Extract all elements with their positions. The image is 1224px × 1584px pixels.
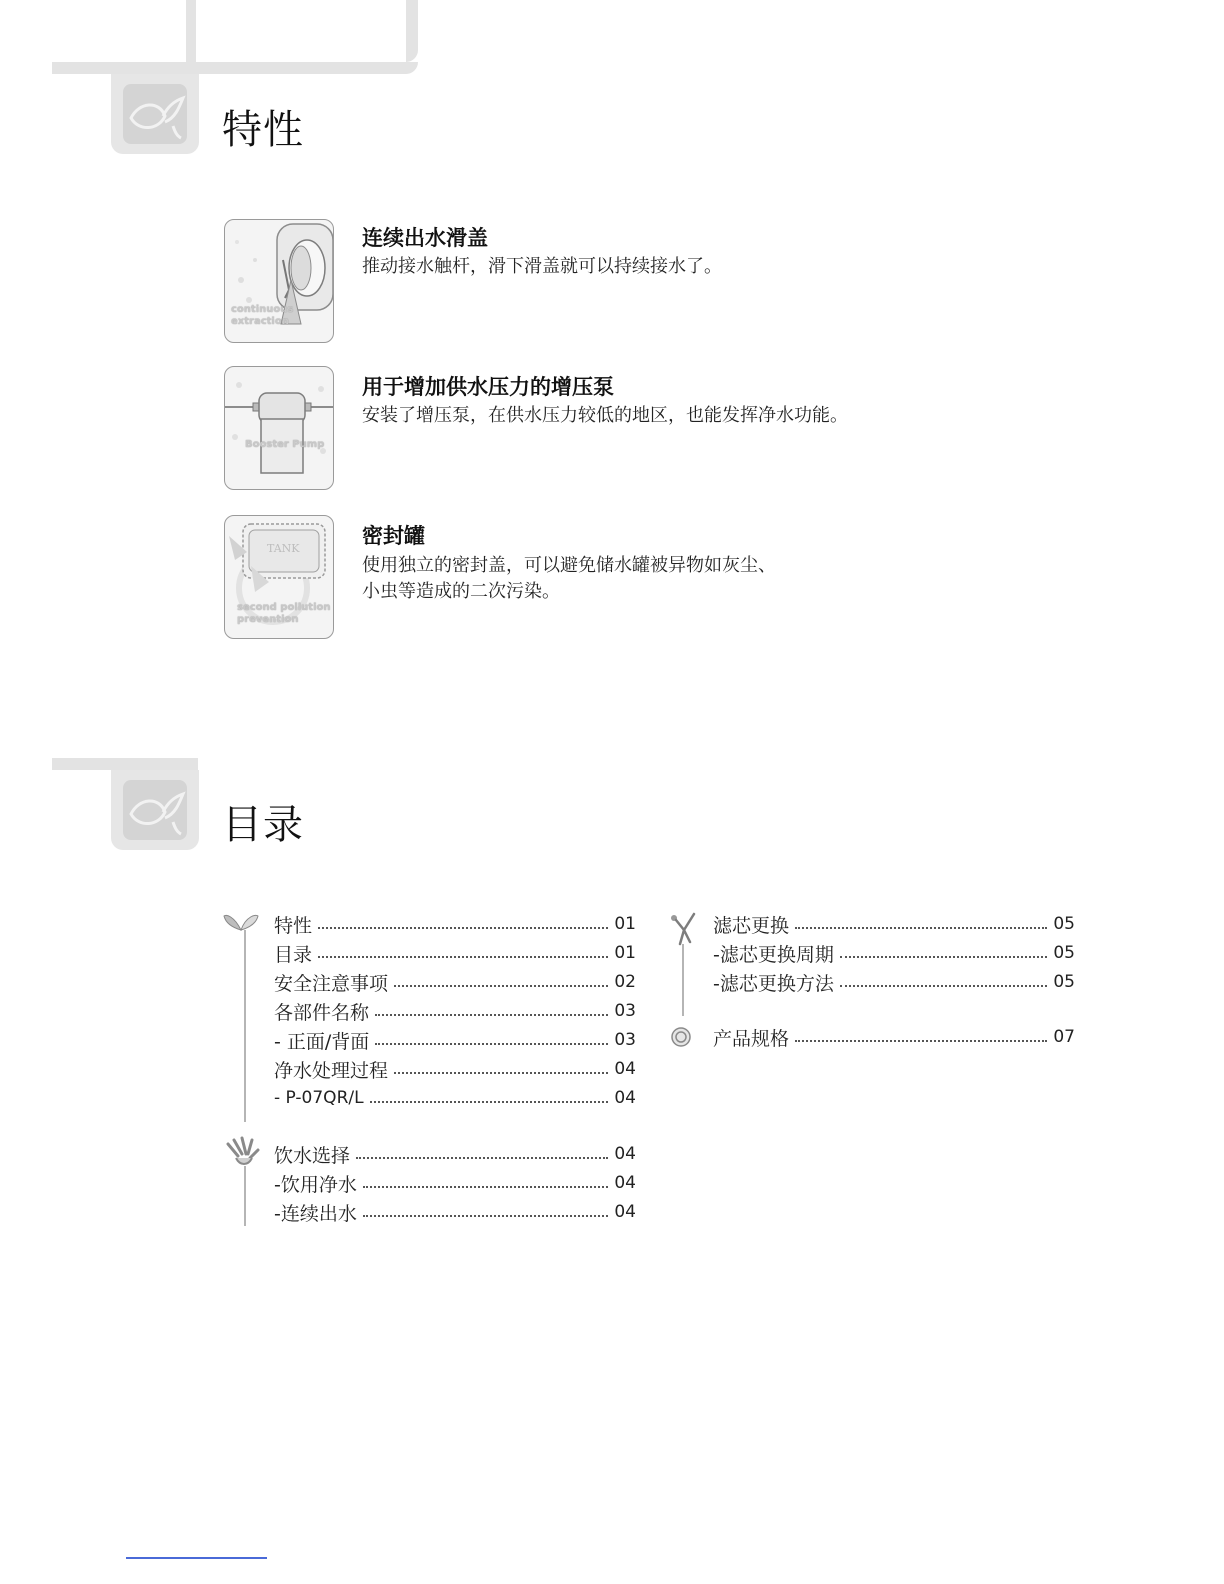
toc-entry-label: -连续出水	[274, 1202, 357, 1225]
toc-entry-page: 04	[614, 1202, 636, 1222]
features-section-badge	[111, 74, 199, 154]
leaf-logo-icon	[125, 92, 187, 140]
toc-entry[interactable]	[713, 1023, 1075, 1051]
toc-entry-page: 05	[1053, 972, 1075, 992]
toc-entry-page: 03	[614, 1001, 636, 1021]
spiral-icon	[670, 1026, 692, 1048]
leaf-logo-icon	[125, 788, 187, 836]
toc-entry[interactable]	[713, 968, 1075, 996]
feature-title: 连续出水滑盖	[362, 226, 488, 250]
toc-entry-page: 04	[614, 1088, 636, 1108]
toc-title: 目录	[222, 802, 304, 848]
sprout-icon	[222, 908, 260, 932]
toc-entry-label: -饮用净水	[274, 1173, 357, 1196]
running-figure-icon	[668, 910, 698, 946]
toc-entry-label: - P-07QR/L	[274, 1088, 364, 1108]
tank-label: TANK	[267, 542, 300, 555]
toc-entry[interactable]	[274, 968, 636, 996]
toc-entry-label: 特性	[274, 914, 313, 937]
top-frame-line-bottom	[52, 62, 418, 74]
toc-entry-page: 01	[614, 914, 636, 934]
toc-entry[interactable]	[274, 1055, 636, 1083]
toc-entry[interactable]	[274, 1084, 636, 1112]
toc-entry-page: 05	[1053, 914, 1075, 934]
toc-entry[interactable]	[274, 939, 636, 967]
toc-entry-label: 滤芯更换	[713, 914, 790, 937]
toc-entry[interactable]	[274, 997, 636, 1025]
top-frame-line-right	[406, 0, 418, 62]
top-frame-line-left	[186, 0, 196, 66]
feature-image-label-line1: Booster Pump	[245, 439, 325, 450]
toc-entry-page: 04	[614, 1144, 636, 1164]
feature-description-line1: 使用独立的密封盖，可以避免储水罐被异物如灰尘、	[362, 555, 776, 576]
toc-entry-label: -滤芯更换周期	[713, 943, 834, 966]
toc-entry-label: 目录	[274, 943, 313, 966]
toc-entry-label: - 正面/背面	[274, 1030, 370, 1053]
toc-entry-page: 02	[614, 972, 636, 992]
feature-image-label-line2: extraction	[231, 316, 289, 327]
toc-entry[interactable]	[713, 939, 1075, 967]
features-title: 特性	[222, 107, 304, 153]
feature-title: 密封罐	[362, 524, 425, 548]
toc-entry[interactable]	[274, 1169, 636, 1197]
feature-image-sealed-tank	[224, 515, 334, 639]
toc-entry-page: 07	[1053, 1027, 1075, 1047]
feature-image-continuous-extraction	[224, 219, 334, 343]
toc-entry-label: -滤芯更换方法	[713, 972, 834, 995]
toc-entry[interactable]	[713, 910, 1075, 938]
toc-entry-label: 产品规格	[713, 1027, 790, 1050]
feature-description	[362, 553, 776, 605]
toc-section-badge	[111, 770, 199, 850]
toc-entry-page: 03	[614, 1030, 636, 1050]
footer-line	[126, 1557, 267, 1559]
feature-image-label-line2: prevention	[237, 614, 299, 625]
feature-image-booster-pump	[224, 366, 334, 490]
toc-entry-label: 饮水选择	[274, 1144, 351, 1167]
toc-entry-page: 04	[614, 1059, 636, 1079]
toc-group-line	[244, 930, 246, 1122]
toc-entry-label: 安全注意事项	[274, 972, 389, 995]
toc-entry-label: 净水处理过程	[274, 1059, 389, 1082]
hand-icon	[224, 1136, 260, 1168]
toc-group-line	[682, 944, 684, 1016]
toc-entry-page: 01	[614, 943, 636, 963]
feature-description: 安装了增压泵，在供水压力较低的地区，也能发挥净水功能。	[362, 405, 848, 426]
toc-entry[interactable]	[274, 1026, 636, 1054]
toc-entry-page: 05	[1053, 943, 1075, 963]
toc-group-line	[244, 1166, 246, 1226]
booster-pump-icon	[225, 367, 333, 489]
feature-description: 推动接水触杆，滑下滑盖就可以持续接水了。	[362, 256, 722, 277]
toc-section-bar	[52, 758, 198, 770]
feature-image-label-line1: continuous	[231, 304, 294, 315]
feature-description-line2: 小虫等造成的二次污染。	[362, 581, 560, 602]
toc-entry-label: 各部件名称	[274, 1001, 370, 1024]
feature-image-label-line1: second pollution	[237, 602, 331, 613]
toc-entry[interactable]	[274, 1140, 636, 1168]
toc-entry[interactable]	[274, 910, 636, 938]
toc-entry[interactable]	[274, 1198, 636, 1226]
feature-title: 用于增加供水压力的增压泵	[362, 375, 614, 399]
toc-entry-page: 04	[614, 1173, 636, 1193]
